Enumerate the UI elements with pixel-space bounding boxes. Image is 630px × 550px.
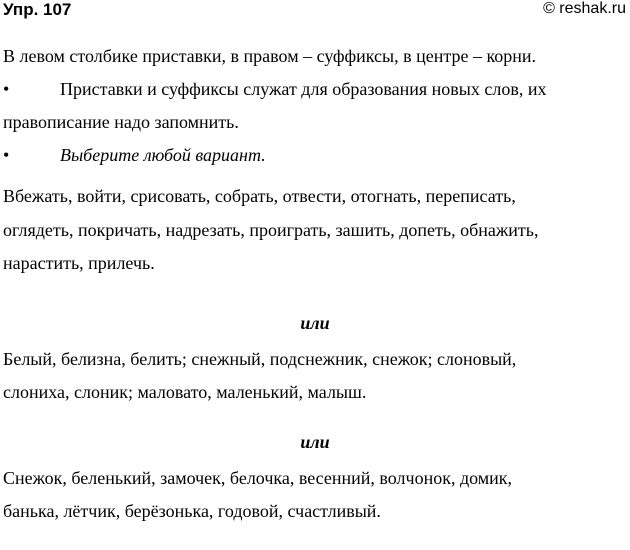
word-list-prefixes bbox=[3, 172, 627, 281]
bullet-icon: • bbox=[3, 79, 10, 99]
bullet-item-1 bbox=[3, 73, 627, 106]
header bbox=[0, 0, 630, 22]
bullet-text: Выберите любой вариант. bbox=[60, 145, 266, 165]
bullet-item-2 bbox=[3, 139, 627, 172]
or-divider: или bbox=[300, 431, 330, 452]
bullet-icon: • bbox=[3, 145, 10, 165]
exercise-title: Упр. 107 bbox=[3, 0, 72, 19]
word-line: Вбежать, войти, срисовать, собрать, отвести, отогнать, переписать, bbox=[3, 186, 516, 206]
word-line: оглядеть, покричать, надрезать, проиграть, зашить, допеть, обнажить, bbox=[3, 219, 539, 240]
or-divider: или bbox=[300, 312, 330, 333]
word-list-suffixes bbox=[3, 462, 627, 529]
site-credit: © reshak.ru bbox=[543, 0, 626, 17]
exercise-content bbox=[3, 40, 627, 529]
word-line: банька, лётчик, берёзонька, годовой, счастливый. bbox=[3, 501, 381, 521]
bullet-text-continued: правописание надо запомнить. bbox=[3, 112, 239, 132]
word-line: нарастить, прилечь. bbox=[3, 253, 155, 273]
word-list-roots bbox=[3, 343, 627, 410]
bullet-text: Приставки и суффиксы служат для образования новых слов, их bbox=[60, 79, 547, 99]
word-line: Снежок, беленький, замочек, белочка, весенний, волчонок, домик, bbox=[3, 467, 513, 488]
intro-text: В левом столбике приставки, в правом – суффиксы, в центре – корни. bbox=[3, 46, 537, 66]
word-line: слониха, слоник; маловато, маленький, малыш. bbox=[3, 382, 367, 402]
word-line: Белый, белизна, белить; снежный, подснежник, снежок; слоновый, bbox=[3, 348, 517, 369]
